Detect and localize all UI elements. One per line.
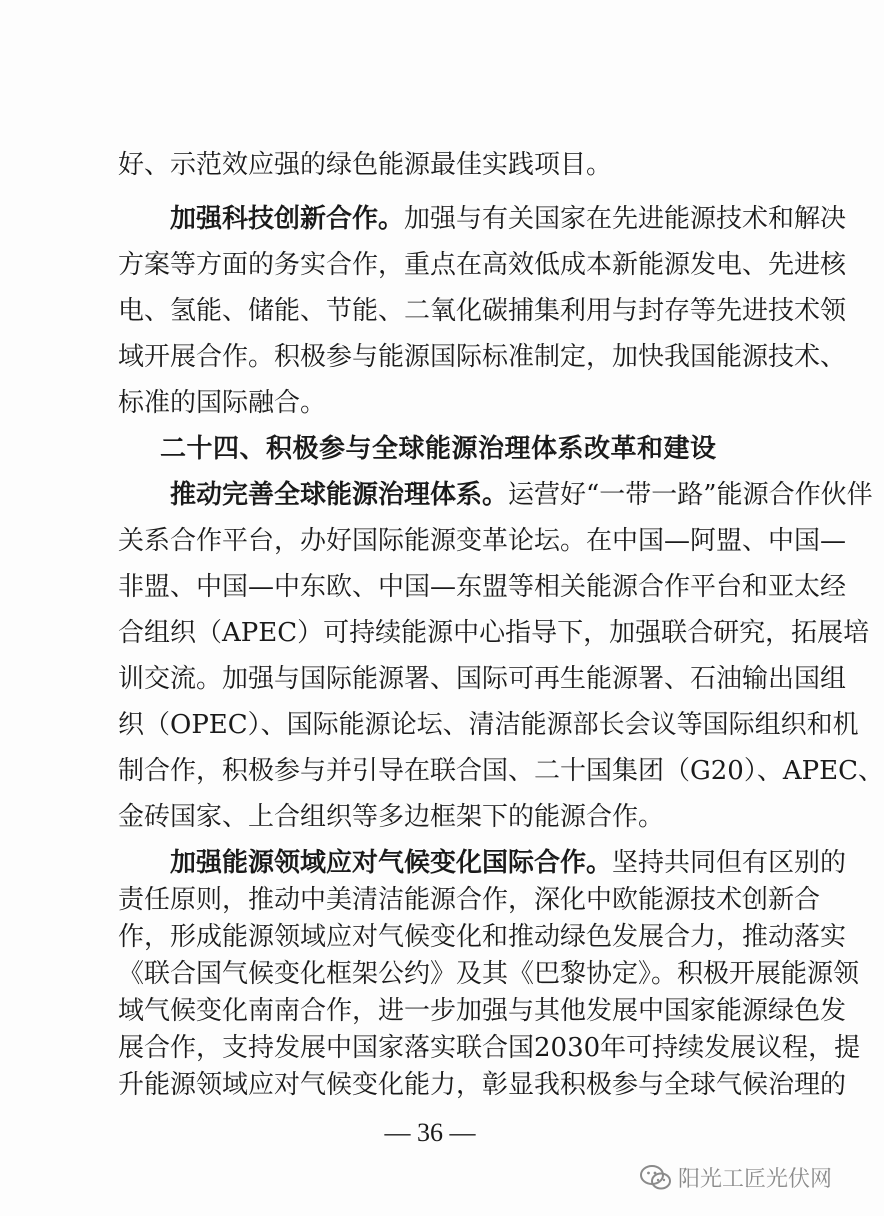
paragraph-first-line (170, 478, 873, 512)
text-line: 织（OPEC）、国际能源论坛、清洁能源部长会议等国际组织和机 (118, 710, 859, 740)
text-line: 升能源领域应对气候变化能力，彰显我积极参与全球气候治理的 (118, 1070, 847, 1100)
paragraph-first-line (170, 846, 847, 880)
watermark (640, 1162, 832, 1193)
lead-phrase: 推动完善全球能源治理体系。 (170, 480, 509, 510)
page-number: — 36 — (384, 1118, 476, 1147)
text-line: 非盟、中国—中东欧、中国—东盟等相关能源合作平台和亚太经 (118, 572, 847, 602)
paragraph-text: 坚持共同但有区别的 (612, 848, 847, 878)
watermark-text: 阳光工匠光伏网 (677, 1167, 832, 1192)
text-line: 《联合国气候变化框架公约》及其《巴黎协定》。积极开展能源领 (118, 959, 860, 989)
wechat-icon (640, 1164, 672, 1192)
paragraph-text: 运营好“一带一路”能源合作伙伴 (508, 480, 873, 510)
text-line: 标准的国际融合。 (118, 388, 327, 418)
text-line: 制合作，积极参与并引导在联合国、二十国集团（G20）、APEC、 (118, 756, 884, 786)
text-line: 域开展合作。积极参与能源国际标准制定，加快我国能源技术、 (118, 342, 847, 372)
text-line: 电、氢能、储能、节能、二氧化碳捕集利用与封存等先进技术领 (118, 296, 847, 326)
text-line: 域气候变化南南合作，进一步加强与其他发展中国家能源绿色发 (118, 996, 847, 1026)
lead-phrase: 加强能源领域应对气候变化国际合作。 (170, 848, 613, 878)
text-line: 训交流。加强与国际能源署、国际可再生能源署、石油输出国组 (118, 664, 847, 694)
text-line: 金砖国家、上合组织等多边框架下的能源合作。 (118, 802, 665, 832)
text-line: 作，形成能源领域应对气候变化和推动绿色发展合力，推动落实 (118, 922, 847, 952)
text-line: 关系合作平台，办好国际能源变革论坛。在中国—阿盟、中国— (118, 526, 847, 556)
paragraph-first-line (170, 202, 847, 236)
text-line: 好、示范效应强的绿色能源最佳实践项目。 (118, 150, 613, 180)
text-line: 责任原则，推动中美清洁能源合作，深化中欧能源技术创新合 (118, 885, 821, 915)
paragraph-text: 加强与有关国家在先进能源技术和解决 (404, 204, 847, 234)
text-line: 展合作，支持发展中国家落实联合国2030年可持续发展议程，提 (118, 1033, 861, 1063)
text-line: 方案等方面的务实合作，重点在高效低成本新能源发电、先进核 (118, 250, 847, 280)
text-line: 合组织（APEC）可持续能源中心指导下，加强联合研究，拓展培 (118, 618, 870, 648)
section-heading: 二十四、积极参与全球能源治理体系改革和建设 (160, 434, 717, 464)
lead-phrase: 加强科技创新合作。 (170, 204, 405, 234)
